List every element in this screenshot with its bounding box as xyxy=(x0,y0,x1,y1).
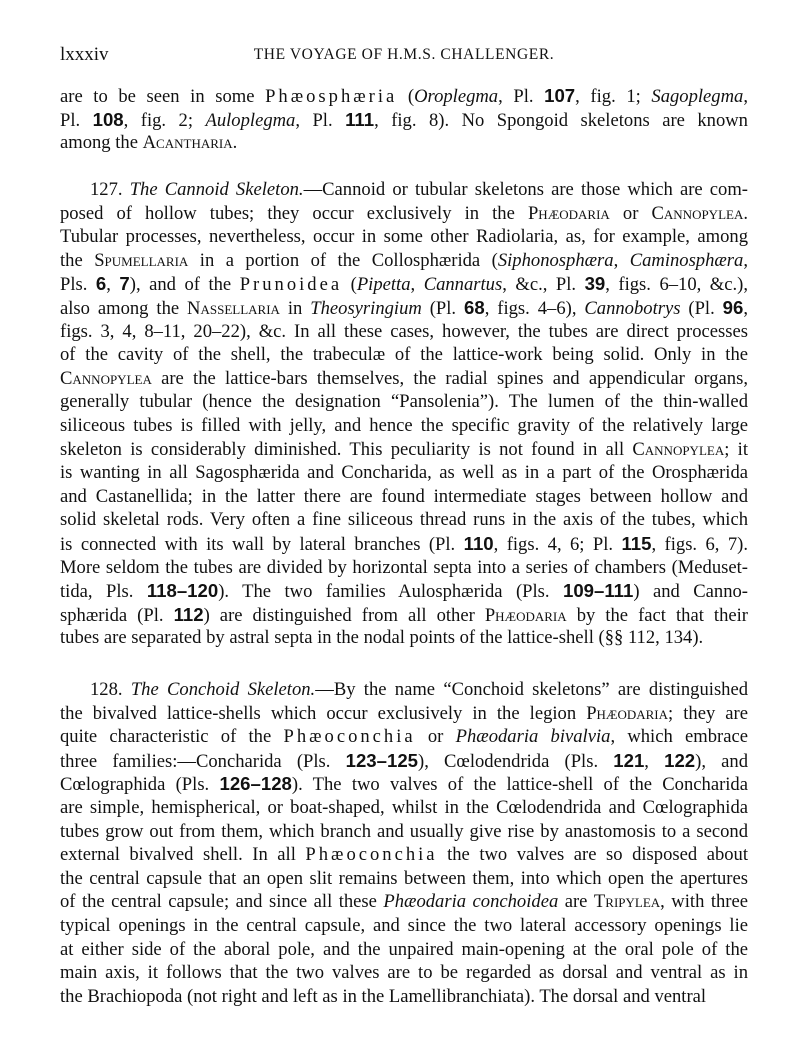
italic-term: Sagoplegma xyxy=(651,86,744,107)
spaced-term: Prunoidea xyxy=(239,274,343,296)
text-run: solid skeletal rods. Very often a fine siliceous thread runs in the axis of the tubes, which xyxy=(60,509,748,531)
text-run: (Pl. xyxy=(421,297,465,319)
plate-reference: 109–111 xyxy=(562,580,634,602)
text-run: also among the xyxy=(60,297,188,319)
text-run: or xyxy=(609,202,652,224)
text-run: three families:—Concharida (Pls. xyxy=(60,750,346,772)
plate-reference: 110 xyxy=(463,532,494,554)
small-caps-term: Tripylea xyxy=(593,891,661,913)
text-line xyxy=(60,272,748,296)
text-run: ; it xyxy=(724,438,748,460)
text-run: , xyxy=(743,297,749,319)
text-run: are to be seen in some xyxy=(60,86,266,107)
text-line xyxy=(60,725,748,749)
paragraph-127-cannoid-skeleton xyxy=(60,178,748,650)
text-run: , xyxy=(410,274,424,296)
text-line xyxy=(60,702,748,726)
text-run: , &c., Pl. xyxy=(502,274,585,296)
text-run: is connected with its wall by lateral branches (Pl. xyxy=(60,533,464,555)
text-run: generally tubular (hence the designation “Pansolenia”). The lumen of the thin-walled xyxy=(60,391,748,413)
italic-term: Caminosphæra xyxy=(629,249,744,271)
plate-reference: 118–120 xyxy=(146,580,219,602)
text-line xyxy=(60,961,748,985)
text-run: sphærida (Pl. xyxy=(60,604,174,626)
text-run: the central capsule that an open slit remains between them, into which open the apertures xyxy=(60,867,748,889)
text-run: tida, Pls. xyxy=(60,581,147,603)
spaced-term: Phæoconchia xyxy=(305,844,438,866)
italic-term: Siphonosphæra xyxy=(497,249,614,271)
text-run: , Pl. xyxy=(498,86,545,107)
text-run: is wanting in all Sagosphærida and Concharida, as well as in a part of the Orosphærida xyxy=(60,462,748,484)
small-caps-term: Spumellaria xyxy=(94,249,189,271)
text-line xyxy=(60,603,748,627)
text-line xyxy=(60,796,748,820)
text-run: ) and Canno- xyxy=(633,581,749,603)
text-run: siliceous tubes is filled with jelly, and hence the specific gravity of the relatively large xyxy=(60,414,748,436)
text-run: the Brachiopoda (not right and left as in the Lamellibranchiata). The dorsal and ventral xyxy=(60,985,707,1007)
text-line xyxy=(60,532,748,556)
text-run: , figs. 4–6), xyxy=(484,297,585,319)
text-run: in a portion of the Collosphærida ( xyxy=(188,249,498,271)
plate-reference: 122 xyxy=(664,749,696,771)
plate-reference: 6 xyxy=(95,273,107,295)
text-line xyxy=(60,485,748,509)
text-line xyxy=(60,749,748,773)
plate-reference: 126–128 xyxy=(219,773,292,795)
text-line xyxy=(60,556,748,580)
text-run: skeleton is considerably diminished. This peculiarity is not found in all xyxy=(60,438,633,460)
text-run: Tubular processes, nevertheless, occur in some other Radiolaria, as, for example, among xyxy=(60,226,748,248)
text-run: , xyxy=(743,249,748,271)
text-line xyxy=(60,820,748,844)
spaced-term: Phæoconchia xyxy=(283,726,416,748)
text-run: , xyxy=(613,249,630,271)
text-run: More seldom the tubes are divided by horizontal septa into a series of chambers (Meduset- xyxy=(60,556,748,578)
text-run: , xyxy=(106,274,120,296)
spaced-term: Phæosphæria xyxy=(265,86,398,107)
text-line xyxy=(60,843,748,867)
small-caps-term: Phæodaria xyxy=(527,202,610,224)
plate-reference: 107 xyxy=(544,85,576,106)
text-line xyxy=(60,461,748,485)
plate-reference: 108 xyxy=(92,108,124,130)
text-line xyxy=(60,985,748,1009)
text-run: , fig. 8). No Spongoid skeletons are known xyxy=(374,109,748,131)
text-run: of the central capsule; and since all these xyxy=(60,891,384,913)
text-run: (Pl. xyxy=(680,297,723,319)
plate-reference: 39 xyxy=(584,273,606,295)
small-caps-term: Cannopylea xyxy=(60,367,152,389)
text-run: —Cannoid or tubular skeletons are those which are com- xyxy=(303,179,748,200)
plate-reference: 112 xyxy=(173,603,204,625)
text-run: ) are distinguished from all other xyxy=(203,604,485,626)
text-run: at either side of the aboral pole, and the unpaired main-opening at the oral pole of the xyxy=(60,938,748,960)
plate-reference: 68 xyxy=(464,296,485,318)
text-run: 128. xyxy=(90,679,131,700)
page-number: lxxxiv xyxy=(60,44,109,65)
text-line xyxy=(60,225,748,249)
italic-term: Cannartus xyxy=(423,274,503,296)
italic-term: Phæodaria bivalvia xyxy=(455,726,611,748)
text-run: ; they are xyxy=(668,702,748,724)
text-line xyxy=(60,84,748,108)
text-run: and Castanellida; in the latter there are found intermediate stages between hollow and xyxy=(60,485,748,507)
plate-reference: 115 xyxy=(621,532,652,554)
text-run: ). The two valves of the lattice-shell of the Concharida xyxy=(291,774,748,796)
text-line xyxy=(60,320,748,344)
italic-term: Phæodaria conchoidea xyxy=(383,891,559,913)
text-line xyxy=(60,202,748,226)
italic-term: Pipetta xyxy=(356,274,411,296)
italic-term: The Conchoid Skeleton. xyxy=(130,679,316,700)
text-line xyxy=(60,579,748,603)
text-run: Pls. xyxy=(60,274,96,296)
text-line xyxy=(60,108,748,132)
text-line xyxy=(60,343,748,367)
text-run: , with three xyxy=(660,891,749,913)
text-line xyxy=(60,390,748,414)
plate-reference: 7 xyxy=(119,273,130,295)
text-line xyxy=(60,938,748,962)
text-run: in xyxy=(279,297,311,319)
text-run: figs. 3, 4, 8–11, 20–22), &c. In all these cases, however, the tubes are direct processes xyxy=(60,320,748,342)
text-line xyxy=(60,367,748,391)
plate-reference: 121 xyxy=(613,749,645,771)
text-run: ( xyxy=(397,86,415,107)
text-line xyxy=(60,178,748,202)
text-run: tubes are separated by astral septa in the nodal points of the lattice-shell (§§ 112, 134). xyxy=(60,627,704,649)
text-run: , Pl. xyxy=(295,109,346,131)
text-run: ), and xyxy=(695,750,748,772)
running-head: THE VOYAGE OF H.M.S. CHALLENGER. xyxy=(253,46,555,63)
text-run: by the fact that their xyxy=(566,604,748,626)
continuation-paragraph xyxy=(60,84,748,155)
small-caps-term: Cannopylea xyxy=(632,438,725,460)
small-caps-term: Nassellaria xyxy=(187,297,280,319)
text-run: or xyxy=(415,726,456,748)
text-run: , xyxy=(743,86,748,107)
text-run: ), and of the xyxy=(129,274,240,296)
text-run: the bivalved lattice-shells which occur exclusively in the legion xyxy=(60,702,587,724)
text-run: Pl. xyxy=(60,109,93,131)
text-run: —By the name “Conchoid skeletons” are distinguished xyxy=(315,679,749,700)
text-run: tubes grow out from them, which branch and usually give rise by anastomosis to a second xyxy=(60,820,748,842)
text-line xyxy=(60,296,748,320)
page-header xyxy=(60,44,748,68)
italic-term: Auloplegma xyxy=(205,109,296,131)
italic-term: The Cannoid Skeleton. xyxy=(129,179,304,200)
plate-reference: 123–125 xyxy=(345,749,418,771)
text-line xyxy=(60,131,748,155)
text-run: ( xyxy=(342,274,357,296)
italic-term: Oroplegma xyxy=(414,86,499,107)
text-run: external bivalved shell. In all xyxy=(60,844,306,866)
text-run: , fig. 1; xyxy=(575,86,652,107)
text-run: are the lattice-bars themselves, the radial spines and appendicular organs, xyxy=(151,367,748,389)
plate-reference: 111 xyxy=(345,108,375,130)
text-line xyxy=(60,867,748,891)
text-run: of the cavity of the shell, the trabeculæ of the lattice-work being solid. Only in the xyxy=(60,344,748,366)
text-line xyxy=(60,249,748,273)
paragraph-128-conchoid-skeleton xyxy=(60,678,748,1008)
text-line xyxy=(60,772,748,796)
text-line xyxy=(60,414,748,438)
small-caps-term: Cannopylea xyxy=(651,202,744,224)
text-run: ), Cœlodendrida (Pls. xyxy=(418,750,614,772)
text-run: are xyxy=(558,891,594,913)
text-run: the xyxy=(60,249,95,271)
text-run: are simple, hemispherical, or boat-shaped, whilst in the Cœlodendrida and Cœlographida xyxy=(60,796,748,818)
text-run: , figs. 6–10, &c.), xyxy=(605,274,749,296)
text-run: quite characteristic of the xyxy=(60,726,284,748)
text-run: . xyxy=(743,202,748,224)
text-line xyxy=(60,678,748,702)
text-run: 127. xyxy=(90,179,130,200)
text-run: ). The two families Aulosphærida (Pls. xyxy=(218,581,563,603)
text-run: among the xyxy=(60,132,143,154)
text-line xyxy=(60,438,748,462)
text-line xyxy=(60,914,748,938)
text-run: the two valves are so disposed about xyxy=(437,844,749,866)
text-run: Cœlographida (Pls. xyxy=(60,774,220,796)
text-run: , figs. 4, 6; Pl. xyxy=(493,533,622,555)
text-run: main axis, it follows that the two valves are to be regarded as dorsal and ventral as in xyxy=(60,962,748,984)
italic-term: Cannobotrys xyxy=(584,297,681,319)
text-run: , xyxy=(644,750,665,772)
text-run: , figs. 6, 7). xyxy=(651,533,748,555)
small-caps-term: Acantharia xyxy=(142,132,233,154)
text-run: , fig. 2; xyxy=(123,109,206,131)
text-line xyxy=(60,890,748,914)
text-run: typical openings in the central capsule, and since the two lateral accessory openings lie xyxy=(60,914,748,936)
italic-term: Theosyringium xyxy=(310,297,422,319)
plate-reference: 96 xyxy=(722,296,744,318)
small-caps-term: Phæodaria xyxy=(586,702,669,724)
text-line xyxy=(60,626,748,650)
text-run: , which embrace xyxy=(610,726,748,748)
text-run: posed of hollow tubes; they occur exclusively in the xyxy=(60,202,528,224)
text-run: . xyxy=(232,132,238,154)
text-line xyxy=(60,508,748,532)
small-caps-term: Phæodaria xyxy=(484,604,567,626)
